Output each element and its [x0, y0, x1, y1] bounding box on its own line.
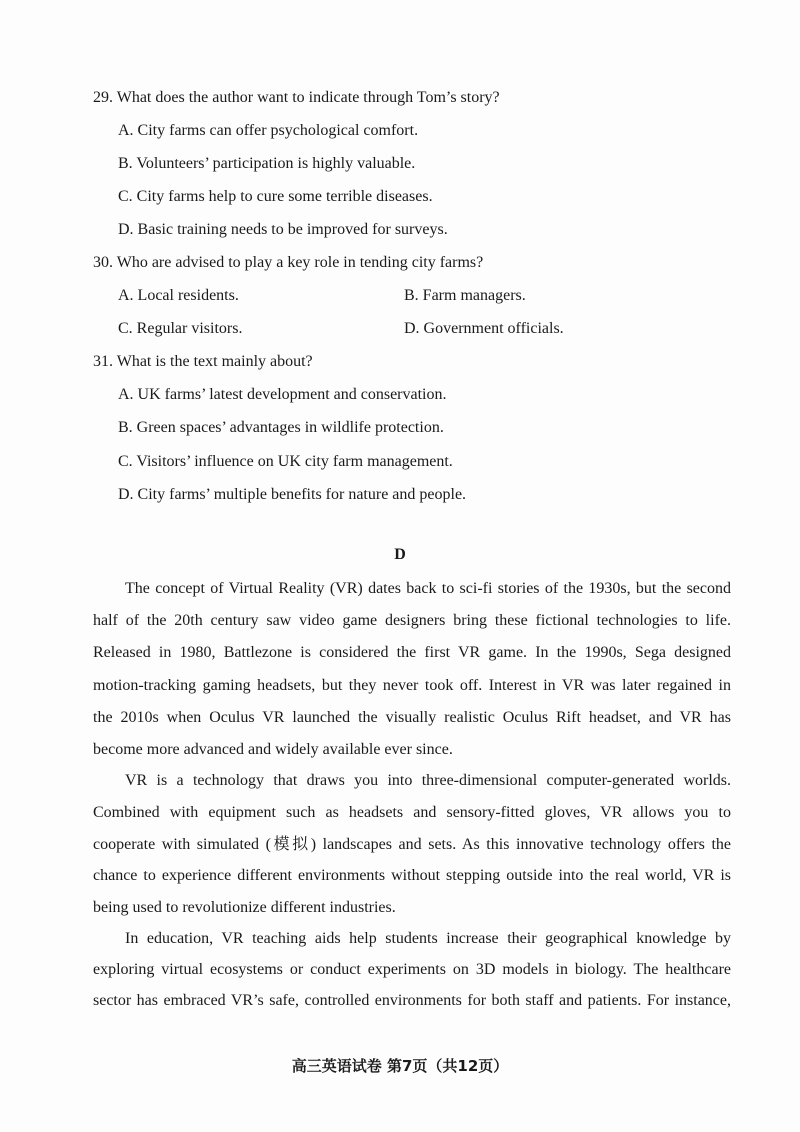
text-line: The concept of Virtual Reality (VR) dates back to sci-fi stories of the 1930s, but the second — [125, 580, 731, 597]
option-a: A. City farms can offer psychological comfort. — [118, 122, 419, 139]
text-line: the 2010s when Oculus VR launched the visually realistic Oculus Rift headset, and VR has — [93, 709, 731, 726]
text-line: half of the 20th century saw video game designers bring these fictional technologies to life. — [93, 612, 731, 629]
question-stem: 29. What does the author want to indicate through Tom’s story? — [93, 89, 500, 106]
option-b: B. Green spaces’ advantages in wildlife protection. — [118, 419, 444, 436]
option-a: A. UK farms’ latest development and conservation. — [118, 386, 447, 403]
text-line: In education, VR teaching aids help students increase their geographical knowledge by — [125, 930, 731, 947]
text-line: exploring virtual ecosystems or conduct experiments on 3D models in biology. The healthcare — [93, 961, 731, 978]
question-stem: 31. What is the text mainly about? — [93, 353, 313, 370]
text-line: become more advanced and widely available ever since. — [93, 741, 453, 758]
text-line: Combined with equipment such as headsets and sensory-fitted gloves, VR allows you to — [93, 804, 731, 821]
text-line: sector has embraced VR’s safe, controlled environments for both staff and patients. For instance, — [93, 992, 731, 1009]
option-b: B. Volunteers’ participation is highly valuable. — [118, 155, 416, 172]
text-line: Released in 1980, Battlezone is considered the first VR game. In the 1990s, Sega designed — [93, 644, 731, 661]
option-c: C. City farms help to cure some terrible diseases. — [118, 188, 433, 205]
option-c: C. Visitors’ influence on UK city farm management. — [118, 453, 453, 470]
section-title: D — [394, 546, 406, 563]
page-footer: 高三英语试卷 第7页（共12页） — [291, 1057, 509, 1075]
option-b: B. Farm managers. — [404, 287, 526, 304]
option-a: A. Local residents. — [118, 287, 239, 304]
option-d: D. City farms’ multiple benefits for nature and people. — [118, 486, 467, 503]
question-stem: 30. Who are advised to play a key role in tending city farms? — [93, 254, 484, 271]
text-line: motion-tracking gaming headsets, but they never took off. Interest in VR was later regained in — [93, 677, 731, 694]
text-line: VR is a technology that draws you into three-dimensional computer-generated worlds. — [125, 772, 731, 789]
text-line: chance to experience different environments without stepping outside into the real world, VR is — [93, 867, 731, 884]
option-c: C. Regular visitors. — [118, 320, 243, 337]
text-line: being used to revolutionize different industries. — [93, 899, 396, 916]
option-d: D. Government officials. — [404, 320, 564, 337]
option-d: D. Basic training needs to be improved for surveys. — [118, 221, 448, 238]
text-line: cooperate with simulated (模拟) landscapes and sets. As this innovative technology offers the — [93, 836, 731, 853]
